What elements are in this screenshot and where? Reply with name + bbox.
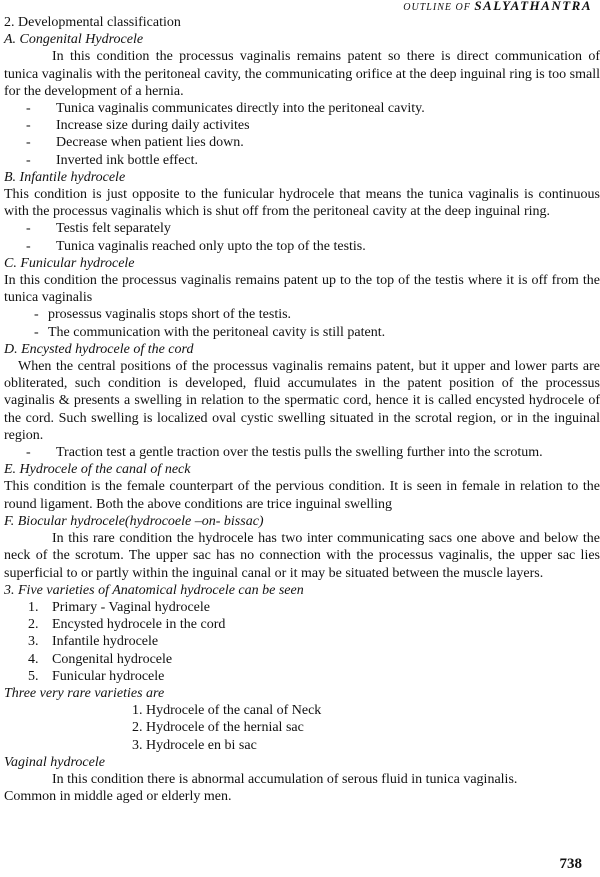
- list-item: - Traction test a gentle traction over the testis pulls the swelling further into the scrotum.: [26, 444, 600, 461]
- page-number: 738: [559, 856, 582, 872]
- running-head: [403, 0, 592, 14]
- heading-funicular: C. Funicular hydrocele: [4, 255, 135, 271]
- list-item: 2. Encysted hydrocele in the cord: [28, 617, 226, 633]
- list-item: - Tunica vaginalis communicates directly into the peritoneal cavity.: [26, 100, 600, 117]
- heading-congenital: A. Congenital Hydrocele: [4, 32, 144, 48]
- para-canal-of-neck: This condition is the female counterpart of the pervious condition. It is seen in female in relation to the round ligament. Both the above conditions are trice inguinal swelling: [4, 479, 600, 512]
- list-anatomical-varieties: [4, 599, 600, 685]
- list-congenital: [4, 100, 600, 169]
- list-item: - Tunica vaginalis reached only upto the top of the testis.: [26, 238, 600, 255]
- para-vaginal-line2: Common in middle aged or elderly men.: [4, 789, 232, 805]
- list-item: - Inverted ink bottle effect.: [26, 152, 600, 169]
- list-item: - prosessus vaginalis stops short of the testis.: [34, 306, 600, 323]
- heading-infantile: B. Infantile hydrocele: [4, 169, 126, 185]
- para-encysted: When the central positions of the processus vaginalis remains patent, but it upper and lower parts are obliterated, such condition is developed, fluid accumulates in the patent position of the processus vaginalis & presents a swelling in relation to the spermatic cord, hence it is called encysted hydrocele of the cord. Such swelling is localized oval cystic swelling situated in the scrotal region, or in the inguinal region.: [4, 359, 600, 443]
- list-item: 4. Congenital hydrocele: [28, 651, 173, 667]
- heading-encysted: D. Encysted hydrocele of the cord: [4, 341, 194, 357]
- list-funicular: [4, 306, 600, 340]
- heading-rare-varieties: Three very rare varieties are: [4, 685, 165, 701]
- para-infantile: This condition is just opposite to the funicular hydrocele that means the tunica vaginalis is continuous with the processus vaginalis which is shut off from the peritoneal cavity at the deep inguinal ring.: [4, 187, 600, 220]
- list-rare-varieties: [4, 702, 600, 754]
- page-content: [4, 14, 600, 805]
- heading-canal-of-neck: E. Hydrocele of the canal of neck: [4, 462, 191, 478]
- para-vaginal-line1: In this condition there is abnormal accumulation of serous fluid in tunica vaginalis.: [52, 771, 518, 787]
- list-item: - The communication with the peritoneal cavity is still patent.: [34, 324, 600, 341]
- list-item: 1. Primary - Vaginal hydrocele: [28, 599, 210, 615]
- heading-vaginal: Vaginal hydrocele: [4, 754, 105, 770]
- running-head-title: SALYATHANTRA: [474, 0, 592, 13]
- list-item: 3. Hydrocele en bi sac: [132, 737, 257, 753]
- running-head-prefix: OUTLINE OF: [403, 2, 471, 13]
- list-encysted: [4, 444, 600, 461]
- section-3-heading: 3. Five varieties of Anatomical hydrocele can be seen: [4, 582, 304, 598]
- list-item: - Testis felt separately: [26, 220, 600, 237]
- list-item: - Increase size during daily activites: [26, 117, 600, 134]
- list-infantile: [4, 220, 600, 254]
- para-biocular: In this rare condition the hydrocele has two inter communicating sacs one above and below the neck of the scrotum. The upper sac has no connection with the processus vaginalis, the upper sac lies superficial to or partly within the inguinal canal or it may be situated between the muscle layers.: [4, 531, 600, 581]
- list-item: 1. Hydrocele of the canal of Neck: [132, 703, 322, 719]
- list-item: 3. Infantile hydrocele: [28, 634, 159, 650]
- list-item: - Decrease when patient lies down.: [26, 134, 600, 151]
- heading-biocular: F. Biocular hydrocele(hydrocoele –on- bissac): [4, 513, 264, 529]
- list-item: 2. Hydrocele of the hernial sac: [132, 720, 304, 736]
- list-item: 5. Funicular hydrocele: [28, 668, 165, 684]
- section-2-heading: 2. Developmental classification: [4, 15, 181, 30]
- para-congenital: In this condition the processus vaginalis remains patent so there is direct communication of tunica vaginalis with the peritoneal cavity, the communicating orifice at the deep inguinal ring is too small for the development of a hernia.: [4, 49, 600, 99]
- para-funicular: In this condition the processus vaginalis remains patent up to the top of the testis where it is off from the tunica vaginalis: [4, 273, 600, 306]
